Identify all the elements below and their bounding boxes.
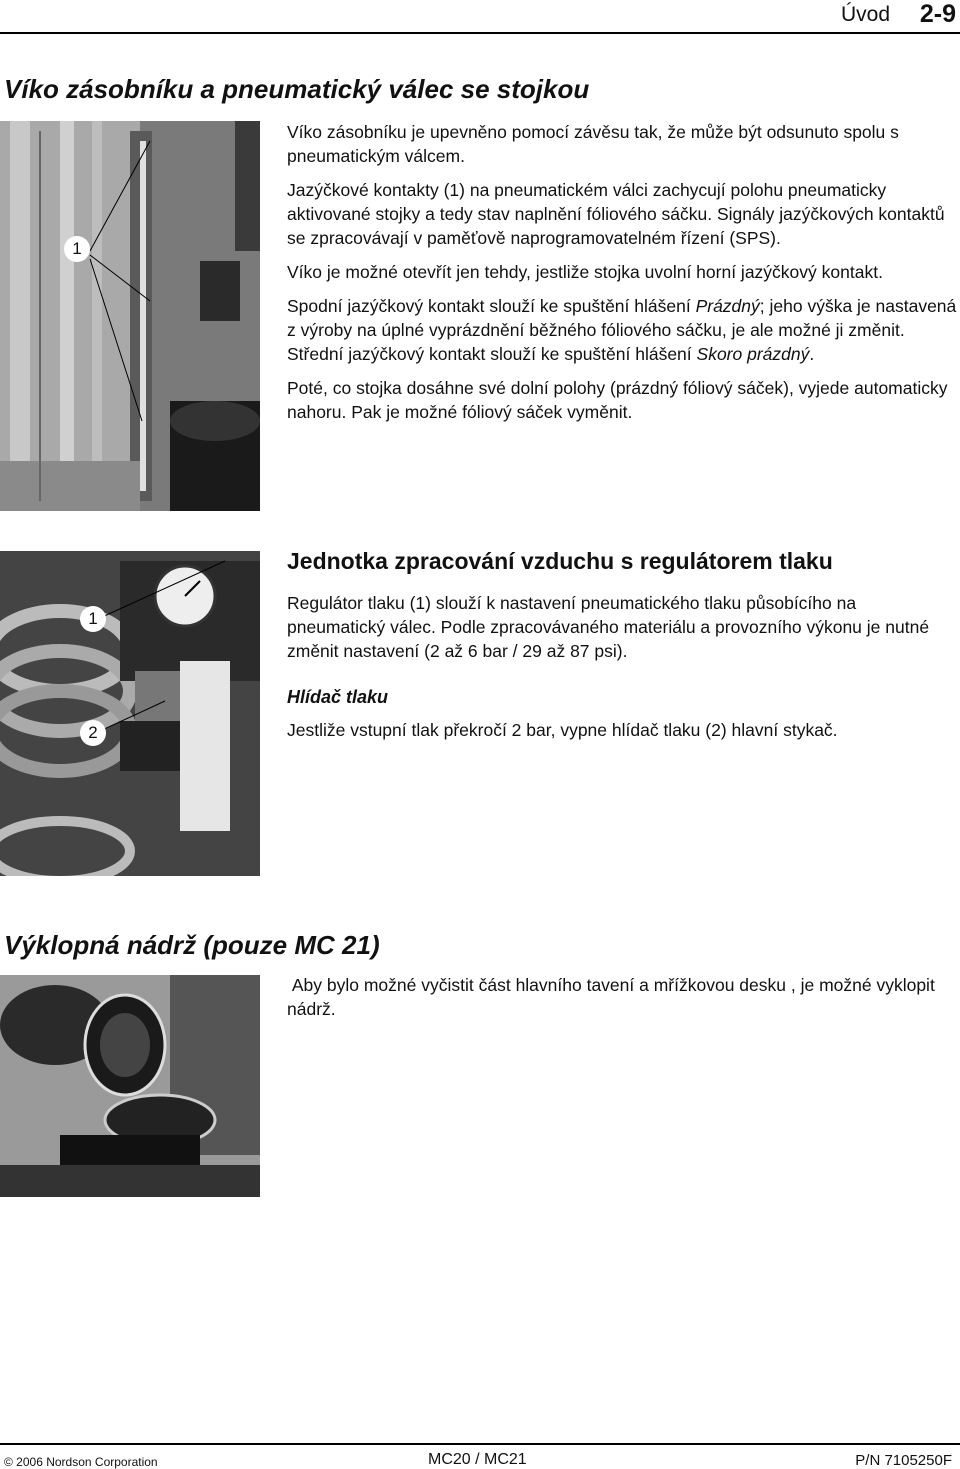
- photo-air-unit: [0, 551, 260, 876]
- section-title-air-unit: Jednotka zpracování vzduchu s regulátorem tlaku: [287, 548, 833, 574]
- paragraph: Regulátor tlaku (1) slouží k nastavení pneumatického tlaku působícího na pneumatický válec. Podle zpracovávaného materiálu a provozního výkonu je nutné změnit nastavení (2 až 6 bar / 29 až 87 psi).: [287, 593, 930, 661]
- header-page-number: 2-9: [919, 0, 956, 28]
- paragraph: Poté, co stojka dosáhne své dolní polohy (prázdný fóliový sáček), vyjede automaticky nahoru. Pak je možné fóliový sáček vyměnit.: [287, 378, 948, 422]
- header-rule: [0, 32, 960, 34]
- photo-tilting-tank-illustration: [0, 975, 260, 1197]
- paragraph: Víko je možné otevřít jen tehdy, jestliže stojka uvolní horní jazýčkový kontakt.: [287, 262, 883, 282]
- paragraph-text: ; jeho výška je nastavená z výroby na úplné vyprázdnění běžného fóliového sáčku, je ale možné ji změnit. Střední jazýčkový kontakt slouží ke spuštění hlášení: [287, 296, 957, 364]
- photo-lid-cylinder-illustration: [0, 121, 260, 511]
- paragraph: [287, 294, 957, 366]
- paragraph: Víko zásobníku je upevněno pomocí závěsu tak, že může být odsunuto spolu s pneumatickým válcem.: [287, 122, 899, 166]
- footer-rule: [0, 1443, 960, 1445]
- section2-text: [287, 548, 957, 752]
- section-title-tilting-tank: Výklopná nádrž (pouze MC 21): [4, 930, 380, 960]
- section-title-lid: Víko zásobníku a pneumatický válec se stojkou: [4, 74, 590, 104]
- callout-1: 1: [64, 236, 90, 262]
- footer-part-number: P/N 7105250F: [855, 1452, 952, 1469]
- paragraph: Aby bylo možné vyčistit část hlavního tavení a mřížkovou desku , je možné vyklopit nádrž.: [287, 975, 940, 1019]
- photo-tilting-tank: [0, 975, 260, 1197]
- footer-model: MC20 / MC21: [428, 1451, 527, 1468]
- section3-text: [287, 973, 957, 1031]
- emphasis-almost-empty: Skoro prázdný: [696, 344, 810, 364]
- footer-copyright: © 2006 Nordson Corporation: [4, 1455, 158, 1469]
- photo-lid-cylinder: [0, 121, 260, 511]
- paragraph-text: .: [809, 344, 815, 364]
- paragraph-text: Spodní jazýčkový kontakt slouží ke spuštění hlášení: [287, 296, 696, 316]
- paragraph: Jestliže vstupní tlak překročí 2 bar, vypne hlídač tlaku (2) hlavní stykač.: [287, 720, 838, 740]
- paragraph: Jazýčkové kontakty (1) na pneumatickém válci zachycují polohu pneumaticky aktivované stojky a tedy stav naplnění fóliového sáčku. Signály jazýčkových kontaktů se zpracovávají v paměťově naprogramovatelném řízení (SPS).: [287, 180, 945, 248]
- section1-text: [287, 120, 957, 434]
- subsection-title-pressure-switch: Hlídač tlaku: [287, 687, 389, 707]
- callout-2: 2: [80, 720, 106, 746]
- emphasis-empty: Prázdný: [695, 296, 760, 316]
- photo-air-unit-illustration: [0, 551, 260, 876]
- callout-1: 1: [80, 606, 106, 632]
- header-chapter: Úvod: [840, 3, 890, 26]
